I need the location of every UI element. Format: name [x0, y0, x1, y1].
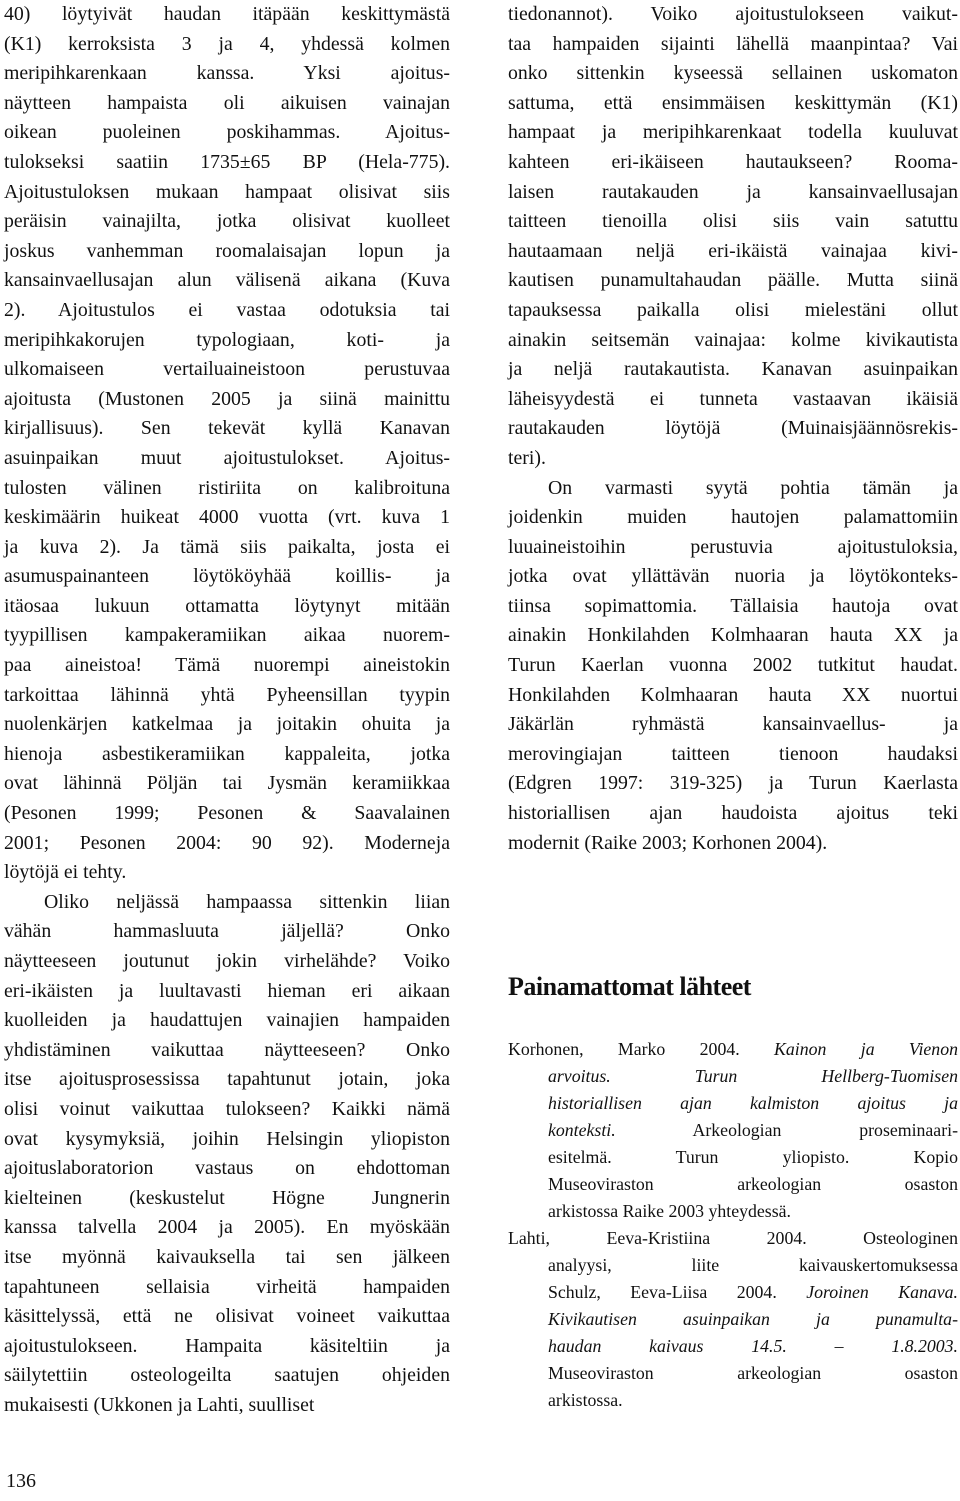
text-line: Oliko neljässä hampaassa sittenkin liian: [44, 890, 450, 913]
text-line: tapahtuneen sellaisia virheitä hampaiden: [4, 1275, 450, 1298]
text-line: merovingiajan taitteen tienoon haudaksi: [508, 742, 958, 765]
reference-text: esitelmä. Turun yliopisto. Kopio: [548, 1147, 958, 1167]
text-line: 40) löytyivät haudan itäpään keskittymästä: [4, 3, 450, 25]
text-line: jotka ovat yllättävän nuoria ja löytökonteks-: [508, 565, 958, 588]
text-line: käsittelyssä, että ne olisivat voineet vaikuttaa: [4, 1305, 450, 1328]
text-line: teri).: [508, 446, 546, 469]
text-line: ainakin seitsemän vainajaa: kolme kivikautista: [508, 328, 958, 351]
text-line: löytöjä ei tehty.: [4, 861, 127, 884]
reference-line: [508, 1387, 958, 1414]
text-line: ajoitustulokseen. Hampaita käsiteltiin ja: [4, 1334, 450, 1357]
text-line: ja kuva 2). Ja tämä siis paikalta, josta ei: [4, 535, 450, 558]
text-line: meripihkarenkaan kanssa. Yksi ajoitus-: [4, 62, 450, 85]
text-line: luuaineistoihin perustuvia ajoitustuloksia,: [508, 535, 958, 558]
text-line: asumuspainanteen löytököyhää koillis- ja: [4, 565, 450, 588]
reference-text: Lahti, Eeva-Kristiina 2004. Osteologinen: [508, 1228, 958, 1248]
text-line: itse myönnä kaivauksella tai sen jälkeen: [4, 1245, 450, 1268]
text-line: vähän hammasluuta jäljellä? Onko: [4, 920, 450, 943]
text-line: tulokseksi saatiin 1735±65 BP (Hela-775).: [4, 150, 450, 173]
reference-title: arvoitus. Turun Hellberg-Tuomisen: [548, 1066, 958, 1086]
text-line: keskimäärin huikeat 4000 vuotta (vrt. kuva 1: [4, 506, 450, 529]
text-line: onko sittenkin kyseessä sellainen uskomaton: [508, 62, 958, 85]
text-line: kahteen eri-ikäiseen hautaukseen? Rooma-: [508, 150, 958, 173]
reference-line: [508, 1360, 958, 1387]
text-line: eri-ikäisten ja luultavasti hieman eri aikaan: [4, 979, 450, 1002]
reference-line: [508, 1144, 958, 1171]
text-line: Honkilahden Kolmhaaran hauta XX nuortui: [508, 683, 958, 706]
reference-text: Korhonen, Marko 2004.: [508, 1039, 775, 1059]
text-line: kielteinen (keskustelut Högne Jungnerin: [4, 1186, 450, 1209]
reference-line: [508, 1171, 958, 1198]
reference-title: historiallisen ajan kalmiston ajoitus ja: [548, 1093, 958, 1113]
text-line: näytteen hampaista oli aikuisen vainajan: [4, 91, 450, 114]
reference-title: Joroinen Kanava.: [806, 1282, 958, 1302]
text-line: näytteeseen joutunut jokin virhelähde? Voiko: [4, 950, 450, 972]
text-line: tapauksessa paikalla olisi mielestäni ollut: [508, 298, 958, 321]
text-line: On varmasti syytä pohtia tämän ja: [548, 476, 958, 499]
references-list: [508, 1036, 958, 1414]
text-line: Jäkärlän ryhmästä kansainvaellus- ja: [508, 713, 958, 736]
text-line: tyypillisen kampakeramiikan aikaa nuorem-: [4, 624, 450, 647]
reference-line: [508, 1306, 958, 1333]
text-line: nuolenkärjen katkelmaa ja joitakin ohuita ja: [4, 713, 450, 736]
text-line: (K1) kerroksista 3 ja 4, yhdessä kolmen: [4, 32, 450, 55]
text-line: 2). Ajoitustulos ei vastaa odotuksia tai: [4, 298, 450, 321]
text-line: Ajoitustuloksen mukaan hampaat olisivat siis: [4, 180, 450, 203]
text-line: joskus vanhemman roomalaisajan lopun ja: [4, 239, 450, 262]
reference-text: Museoviraston arkeologian osaston: [548, 1363, 958, 1383]
text-line: kautisen punamultahaudan päälle. Mutta siinä: [508, 269, 958, 292]
text-line: itäosaa lukuun ottamatta löytynyt mitään: [4, 594, 450, 617]
reference-text: Schulz, Eeva-Liisa 2004.: [548, 1282, 807, 1302]
reference-line: [508, 1090, 958, 1117]
text-line: ajoitusta (Mustonen 2005 ja siinä mainittu: [4, 387, 450, 410]
text-line: yhdistäminen vaikuttaa näytteeseen? Onko: [4, 1038, 450, 1061]
text-line: taa hampaiden sijainti lähellä maanpintaa? Vai: [508, 32, 958, 55]
reference-title: Kainon ja Vienon: [774, 1039, 958, 1059]
left-text-column: [4, 0, 450, 1421]
text-line: ajoituslaboratorion vastaus on ehdottoman: [4, 1157, 450, 1180]
text-line: säilytettiin osteologeilta saatujen ohjeiden: [4, 1364, 450, 1387]
reference-title: konteksti.: [548, 1120, 616, 1140]
text-line: historiallisen ajan haudoista ajoitus teki: [508, 802, 958, 825]
page-number: 136: [6, 1470, 36, 1492]
text-line: hampaat ja meripihkarenkaat todella kuuluvat: [508, 121, 958, 144]
right-text-column: [508, 0, 958, 858]
text-line: meripihkakorujen typologiaan, koti- ja: [4, 328, 450, 351]
text-line: oikean puoleinen poskihammas. Ajoitus-: [4, 121, 450, 144]
text-line: ulkomaiseen vertailuaineistoon perustuvaa: [4, 358, 450, 381]
reference-line: [508, 1198, 958, 1225]
text-line: kanssa talvella 2004 ja 2005). En myöskään: [4, 1216, 450, 1239]
reference-text: Arkeologian proseminaari-: [615, 1120, 958, 1140]
reference-line: [508, 1333, 958, 1360]
text-line: Turun Kaerlan vuonna 2002 tutkitut haudat.: [508, 654, 958, 677]
text-line: sattuma, että ensimmäisen keskittymän (K1): [508, 91, 958, 114]
text-line: tulosten välinen ristiriita on kalibroituna: [4, 476, 450, 499]
reference-text: arkistossa Raike 2003 yhteydessä.: [548, 1201, 791, 1221]
text-line: asuinpaikan muut ajoitustulokset. Ajoitus-: [4, 446, 450, 469]
text-line: rautakauden löytöjä (Muinaisjäännösrekis-: [508, 417, 958, 440]
reference-title: Kivikautisen asuinpaikan ja punamulta-: [548, 1309, 958, 1329]
text-line: 2001; Pesonen 2004: 90 92). Moderneja: [4, 831, 450, 854]
reference-title: haudan kaivaus 14.5. – 1.8.2003.: [548, 1336, 958, 1356]
reference-text: Museoviraston arkeologian osaston: [548, 1174, 958, 1194]
text-line: laisen rautakauden ja kansainvaellusajan: [508, 180, 958, 203]
text-line: modernit (Raike 2003; Korhonen 2004).: [508, 831, 828, 854]
reference-line: [508, 1063, 958, 1090]
text-line: peräisin vainajilta, jotka olisivat kuolleet: [4, 210, 450, 233]
text-line: ainakin Honkilahden Kolmhaaran hauta XX ja: [508, 624, 958, 647]
section-heading: Painamattomat lähteet: [508, 972, 751, 1001]
text-line: (Pesonen 1999; Pesonen & Saavalainen: [4, 802, 450, 825]
text-line: ovat kysymyksiä, joihin Helsingin yliopiston: [4, 1127, 450, 1150]
text-line: (Edgren 1997: 319-325) ja Turun Kaerlasta: [508, 772, 958, 795]
text-line: läheisyydestä ei tunneta vastaavan ikäisiä: [508, 387, 958, 410]
text-line: hienoja asbestikeramiikan kappaleita, jotka: [4, 742, 450, 765]
text-line: olisi voinut vaikuttaa tulokseen? Kaikki nämä: [4, 1097, 450, 1120]
reference-line: [508, 1036, 958, 1063]
reference-text: analyysi, liite kaivauskertomuksessa: [548, 1255, 958, 1275]
text-line: paa aineistoa! Tämä nuorempi aineistokin: [4, 654, 450, 677]
reference-text: arkistossa.: [548, 1390, 623, 1410]
reference-line: [508, 1279, 958, 1306]
text-line: taitteen tienoilla olisi siis vain satuttu: [508, 210, 958, 233]
text-line: joidenkin muiden hautojen palamattomiin: [508, 506, 958, 529]
text-line: ovat lähinnä Pöljän tai Jysmän keramiikkaa: [4, 772, 450, 795]
text-line: tiinsa sopimattomia. Tällaisia hautoja ovat: [508, 594, 958, 617]
reference-line: [508, 1225, 958, 1252]
text-line: kansainvaellusajan alun välisenä aikana (Kuva: [4, 269, 450, 292]
text-line: ja neljä rautakautista. Kanavan asuinpaikan: [508, 358, 958, 381]
text-line: tiedonannot). Voiko ajoitustulokseen vaikut-: [508, 3, 958, 25]
text-line: itse ajoitusprosessissa tapahtunut jotain, joka: [4, 1068, 450, 1091]
text-line: hautaamaan neljä eri-ikäistä vainajaa kivi-: [508, 239, 958, 262]
reference-line: [508, 1252, 958, 1279]
text-line: tarkoittaa lähinnä yhtä Pyheensillan tyypin: [4, 683, 450, 706]
text-line: kirjallisuus). Sen tekevät kyllä Kanavan: [4, 417, 450, 440]
text-line: mukaisesti (Ukkonen ja Lahti, suulliset: [4, 1393, 315, 1416]
reference-line: [508, 1117, 958, 1144]
text-line: kuolleiden ja haudattujen vainajien hampaiden: [4, 1009, 450, 1032]
